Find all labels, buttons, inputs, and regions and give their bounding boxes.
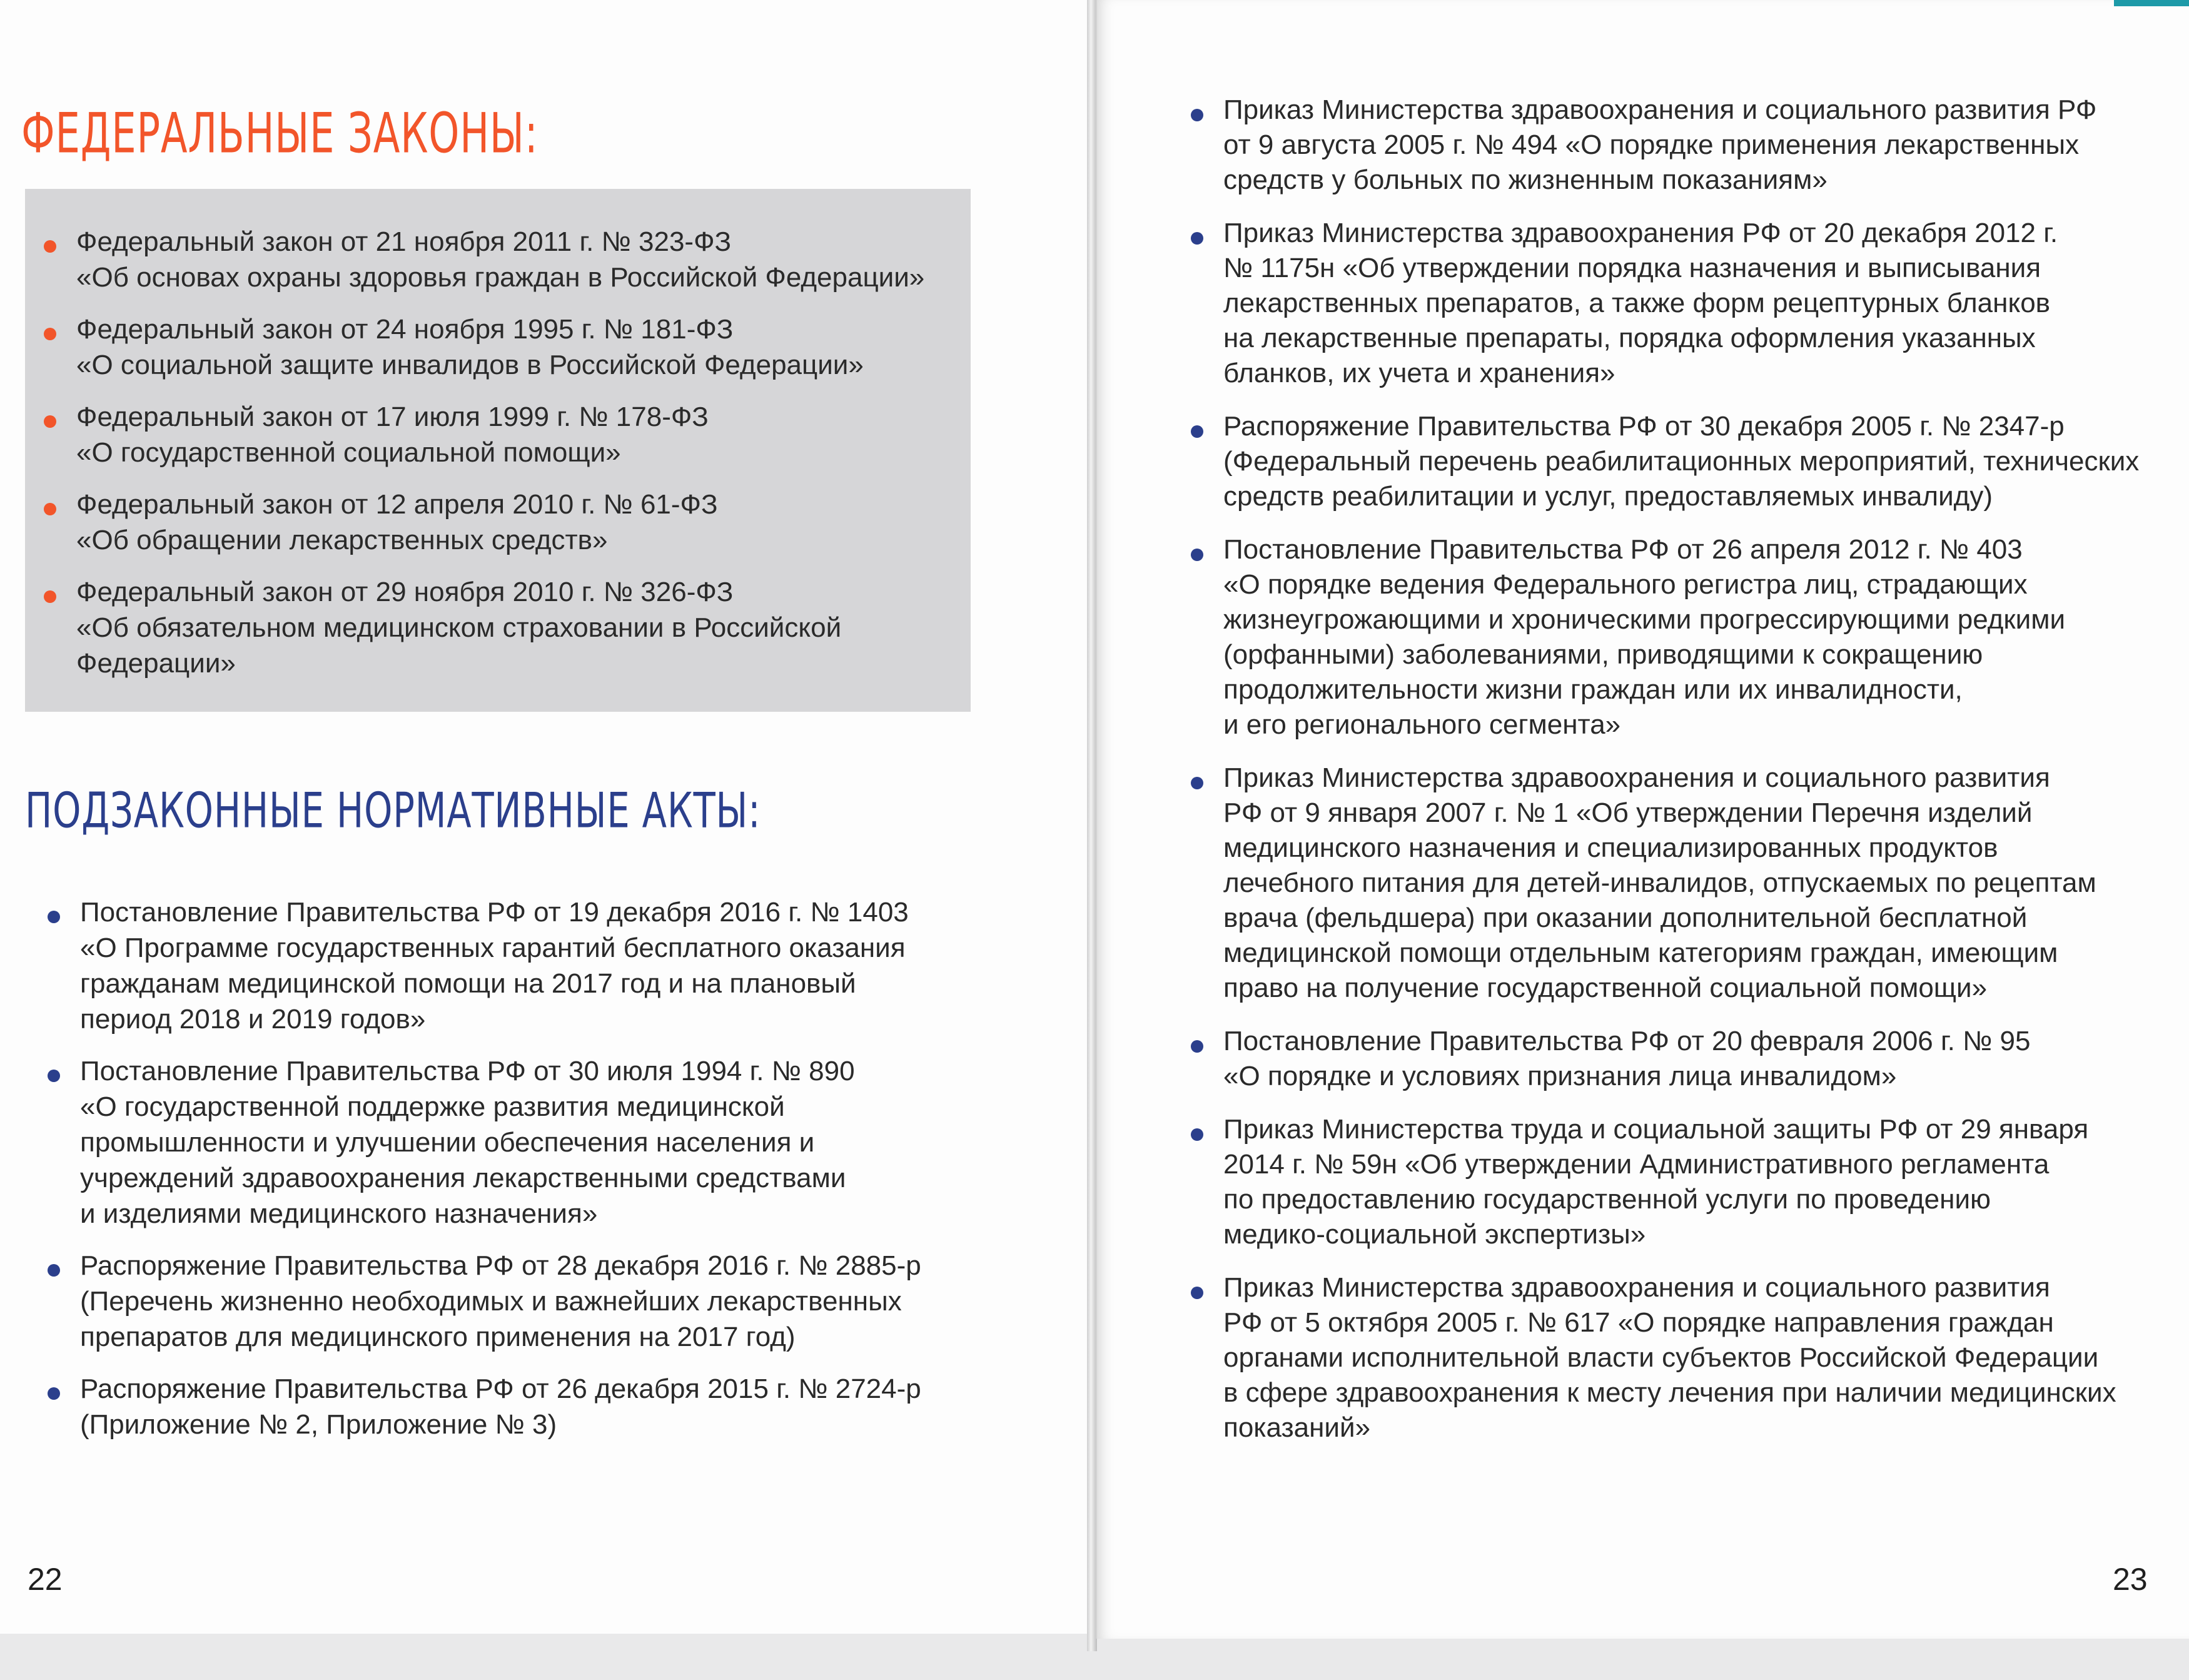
list-item-text <box>76 224 924 295</box>
list-item-text <box>80 1248 921 1355</box>
list-item <box>80 894 921 1037</box>
list-item-line: «О порядке и условиях признания лица инвалидом» <box>1223 1061 1897 1091</box>
list-item-line: препаратов для медицинского применения на 2017 год) <box>80 1322 796 1352</box>
list-item-line: органами исполнительной власти субъектов Российской Федерации <box>1223 1342 2099 1373</box>
federal-laws-heading: ФЕДЕРАЛЬНЫЕ ЗАКОНЫ: <box>21 101 538 166</box>
list-item-line: бланков, их учета и хранения» <box>1223 358 1615 388</box>
list-item-line: на лекарственные препараты, порядка оформления указанных <box>1223 323 2036 353</box>
list-item <box>76 487 924 558</box>
list-item-line: Постановление Правительства РФ от 19 декабря 2016 г. № 1403 <box>80 897 909 928</box>
list-item-text <box>76 311 924 383</box>
list-item-line: Постановление Правительства РФ от 30 июля 1994 г. № 890 <box>80 1056 855 1086</box>
list-item-line: «О социальной защите инвалидов в Российской Федерации» <box>76 350 864 380</box>
list-item-line: (Федеральный перечень реабилитационных мероприятий, технических <box>1223 446 2140 477</box>
bullet-icon <box>44 415 56 428</box>
list-item-line: № 1175н «Об утверждении порядка назначения и выписывания <box>1223 253 2041 283</box>
list-item-line: (орфанными) заболеваниями, приводящими к сокращению <box>1223 639 1983 670</box>
list-item <box>80 1248 921 1355</box>
list-item-line: продолжительности жизни граждан или их инвалидности, <box>1223 674 1963 705</box>
bullet-icon <box>48 1070 60 1082</box>
list-item-text <box>80 1053 921 1232</box>
list-item-line: жизнеугрожающими и хроническими прогрессирующими редкими <box>1223 604 2066 635</box>
page-number-left: 22 <box>28 1562 63 1597</box>
list-item-line: средств у больных по жизненным показаниям» <box>1223 164 1828 195</box>
list-item-line: показаний» <box>1223 1412 1371 1443</box>
list-item-line: «Об обращении лекарственных средств» <box>76 525 608 555</box>
list-item <box>1223 761 2139 1006</box>
list-item <box>1223 1024 2139 1094</box>
list-item <box>80 1053 921 1232</box>
list-item-line: Распоряжение Правительства РФ от 30 декабря 2005 г. № 2347-р <box>1223 411 2065 442</box>
list-item-text <box>80 1371 921 1442</box>
list-item-line: врача (фельдшера) при оказании дополнительной бесплатной <box>1223 903 2028 933</box>
list-item-line: «О государственной поддержке развития медицинской <box>80 1091 785 1122</box>
bullet-icon <box>44 503 56 515</box>
list-item-line: «О Программе государственных гарантий бесплатного оказания <box>80 933 906 963</box>
list-item-line: от 9 августа 2005 г. № 494 «О порядке применения лекарственных <box>1223 129 2080 160</box>
bullet-icon <box>1191 777 1203 789</box>
list-item-text <box>76 574 924 681</box>
list-item-line: учреждений здравоохранения лекарственными средствами <box>80 1163 846 1193</box>
list-item-text <box>1223 1112 2139 1252</box>
list-item-line: Федеральный закон от 24 ноября 1995 г. № 181-ФЗ <box>76 314 734 345</box>
list-item-text <box>1223 93 2139 198</box>
list-item-text <box>80 894 921 1037</box>
list-item-line: период 2018 и 2019 годов» <box>80 1004 426 1035</box>
list-item-line: и его регионального сегмента» <box>1223 709 1621 740</box>
list-item-line: медицинского назначения и специализированных продуктов <box>1223 832 1998 863</box>
list-item-line: гражданам медицинской помощи на 2017 год и на плановый <box>80 968 856 999</box>
list-item-line: Приказ Министерства здравоохранения и социального развития <box>1223 1272 2050 1303</box>
list-item <box>80 1371 921 1442</box>
bullet-icon <box>48 1387 60 1400</box>
list-item-line: Федеральный закон от 29 ноября 2010 г. № 326-ФЗ <box>76 577 734 607</box>
teal-corner-decoration <box>2114 0 2189 6</box>
list-item-line: Приказ Министерства труда и социальной защиты РФ от 29 января <box>1223 1114 2089 1145</box>
list-item-line: Федеральный закон от 21 ноября 2011 г. № 323-ФЗ <box>76 226 732 257</box>
list-item-line: РФ от 9 января 2007 г. № 1 «Об утверждении Перечня изделий <box>1223 797 2033 828</box>
list-item-text <box>1223 216 2139 391</box>
list-item-line: Федерации» <box>76 648 236 679</box>
list-item-line: и изделиями медицинского назначения» <box>80 1198 598 1229</box>
bullet-icon <box>1191 425 1203 438</box>
list-item <box>76 311 924 383</box>
list-item-line: 2014 г. № 59н «Об утверждении Административного регламента <box>1223 1149 2050 1180</box>
list-item <box>76 399 924 470</box>
list-item-text <box>1223 409 2139 514</box>
list-item <box>76 224 924 295</box>
left-page <box>0 0 1088 1634</box>
list-item-line: средств реабилитации и услуг, предоставляемых инвалиду) <box>1223 481 1993 512</box>
list-item <box>1223 409 2139 514</box>
list-item-line: «О порядке ведения Федерального регистра лиц, страдающих <box>1223 569 2028 600</box>
bullet-icon <box>1191 1040 1203 1053</box>
list-item-line: «О государственной социальной помощи» <box>76 437 621 468</box>
list-item <box>1223 93 2139 198</box>
list-item-line: медико-социальной экспертизы» <box>1223 1219 1646 1250</box>
list-item-line: Федеральный закон от 17 июля 1999 г. № 178-ФЗ <box>76 402 709 432</box>
list-item-text <box>1223 1270 2139 1445</box>
bylaws-heading: ПОДЗАКОННЫЕ НОРМАТИВНЫЕ АКТЫ: <box>25 782 761 839</box>
list-item-text <box>1223 1024 2139 1094</box>
list-item <box>76 574 924 681</box>
bullet-icon <box>1191 232 1203 245</box>
list-item-line: право на получение государственной социальной помощи» <box>1223 973 1988 1003</box>
list-item-line: Постановление Правительства РФ от 20 февраля 2006 г. № 95 <box>1223 1026 2031 1056</box>
list-item <box>1223 1112 2139 1252</box>
bullet-icon <box>48 1264 60 1277</box>
list-item-line: РФ от 5 октября 2005 г. № 617 «О порядке направления граждан <box>1223 1307 2054 1338</box>
list-item-text <box>1223 532 2139 742</box>
list-item-line: лечебного питания для детей-инвалидов, отпускаемых по рецептам <box>1223 868 2096 898</box>
bullet-icon <box>44 590 56 603</box>
list-item-line: Приказ Министерства здравоохранения и социального развития <box>1223 762 2050 793</box>
list-item-line: Федеральный закон от 12 апреля 2010 г. № 61-ФЗ <box>76 489 718 520</box>
list-item-line: промышленности и улучшении обеспечения населения и <box>80 1127 815 1158</box>
bullet-icon <box>48 911 60 923</box>
list-item-line: (Перечень жизненно необходимых и важнейших лекарственных <box>80 1286 902 1317</box>
list-item-line: (Приложение № 2, Приложение № 3) <box>80 1409 557 1440</box>
list-item <box>1223 1270 2139 1445</box>
bullet-icon <box>1191 549 1203 561</box>
list-item-line: лекарственных препаратов, а также форм рецептурных бланков <box>1223 288 2051 318</box>
list-item <box>1223 216 2139 391</box>
page-number-right: 23 <box>2113 1562 2148 1597</box>
federal-laws-list <box>76 224 924 697</box>
bullet-icon <box>1191 1128 1203 1141</box>
list-item-line: Распоряжение Правительства РФ от 26 декабря 2015 г. № 2724-р <box>80 1374 921 1404</box>
list-item-text <box>1223 761 2139 1006</box>
list-item-line: Приказ Министерства здравоохранения РФ от 20 декабря 2012 г. <box>1223 218 2058 248</box>
list-item-line: Постановление Правительства РФ от 26 апреля 2012 г. № 403 <box>1223 534 2023 565</box>
list-item-line: медицинской помощи отдельным категориям граждан, имеющим <box>1223 938 2058 968</box>
list-item-text <box>76 399 924 470</box>
right-acts-list <box>1223 93 2139 1464</box>
list-item-line: «Об обязательном медицинском страховании в Российской <box>76 612 842 643</box>
list-item-line: по предоставлению государственной услуги по проведению <box>1223 1184 1991 1215</box>
list-item-line: Приказ Министерства здравоохранения и социального развития РФ <box>1223 94 2097 125</box>
list-item-text <box>76 487 924 558</box>
list-item <box>1223 532 2139 742</box>
list-item-line: в сфере здравоохранения к месту лечения при наличии медицинских <box>1223 1377 2116 1408</box>
bullet-icon <box>44 328 56 340</box>
list-item-line: Распоряжение Правительства РФ от 28 декабря 2016 г. № 2885-р <box>80 1250 921 1281</box>
bullet-icon <box>1191 109 1203 121</box>
bullet-icon <box>1191 1287 1203 1299</box>
bullet-icon <box>44 240 56 253</box>
list-item-line: «Об основах охраны здоровья граждан в Российской Федерации» <box>76 262 925 293</box>
bylaws-list <box>80 894 921 1459</box>
